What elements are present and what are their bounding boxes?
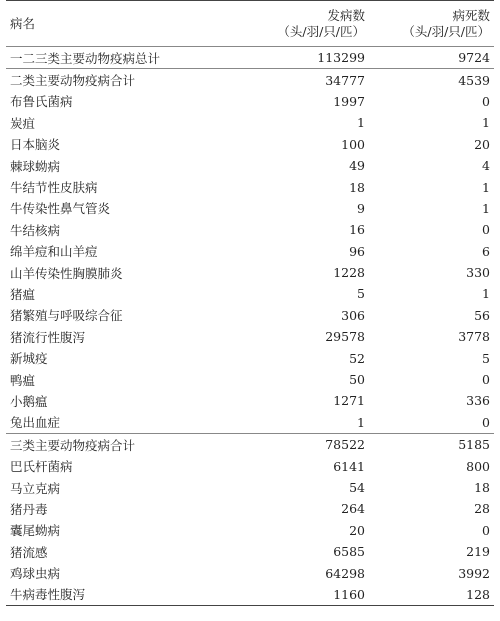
column-header-deaths [369, 1, 494, 47]
table-row [6, 455, 494, 476]
cases-cell: 1 [357, 115, 365, 131]
deaths-cell: 1 [482, 115, 490, 131]
deaths-cell: 56 [474, 307, 490, 323]
disease-name-cell: 炭疽 [10, 115, 36, 131]
deaths-cell: 4539 [369, 69, 494, 91]
deaths-cell: 0 [482, 414, 490, 430]
cases-cell: 29578 [325, 329, 365, 345]
deaths-cell: 3992 [458, 565, 490, 581]
table-row [6, 219, 494, 240]
disease-name-cell: 兔出血症 [10, 415, 61, 431]
deaths-cell: 330 [466, 265, 490, 281]
table-row [6, 198, 494, 219]
cases-cell: 20 [349, 522, 365, 538]
table-row [6, 176, 494, 197]
disease-name-cell: 牛传染性鼻气管炎 [10, 201, 111, 217]
deaths-cell: 18 [474, 480, 490, 495]
deaths-cell: 1 [482, 200, 490, 216]
disease-statistics-table [6, 0, 494, 606]
cases-cell: 54 [349, 480, 365, 495]
deaths-header-unit: （头/羽/只/匹） [402, 24, 490, 39]
disease-name-cell: 猪流行性腹泻 [10, 329, 86, 345]
cases-cell: 6585 [333, 544, 365, 560]
deaths-cell: 0 [482, 522, 490, 538]
total-row [6, 47, 494, 69]
deaths-cell: 5 [482, 350, 490, 366]
disease-name-cell: 棘球蚴病 [10, 158, 61, 174]
cases-cell: 52 [349, 350, 365, 366]
disease-name-cell: 猪流感 [10, 544, 48, 560]
deaths-cell: 1 [482, 179, 490, 195]
disease-name-cell: 牛结节性皮肤病 [10, 180, 98, 196]
disease-name-cell: 鸭瘟 [10, 372, 36, 388]
disease-name-cell: 鸡球虫病 [10, 566, 61, 582]
deaths-cell: 6 [482, 243, 490, 259]
disease-name-cell: 小鹅瘟 [10, 393, 48, 409]
table-row [6, 498, 494, 519]
table-row [6, 262, 494, 283]
deaths-cell: 4 [482, 158, 490, 174]
cases-cell: 78522 [239, 434, 369, 456]
disease-name-cell: 猪繁殖与呼吸综合征 [10, 308, 123, 324]
disease-name-cell: 猪丹毒 [10, 501, 48, 517]
cases-cell: 9 [357, 200, 365, 216]
cases-cell: 5 [357, 286, 365, 302]
table-row [6, 477, 494, 498]
table-row [6, 91, 494, 112]
table-row [6, 326, 494, 347]
deaths-cell: 20 [474, 136, 490, 152]
table-row [6, 562, 494, 583]
disease-name-cell: 巴氏杆菌病 [10, 459, 73, 475]
header-row [6, 1, 494, 47]
table-row [6, 347, 494, 368]
cases-cell: 113299 [239, 47, 369, 69]
disease-name-cell: 二类主要动物疫病合计 [6, 69, 239, 91]
cases-cell: 34777 [239, 69, 369, 91]
deaths-cell: 128 [369, 584, 494, 606]
cases-cell: 50 [349, 372, 365, 388]
column-header-disease-name: 病名 [6, 1, 239, 47]
deaths-cell: 0 [482, 222, 490, 238]
table-row [6, 305, 494, 326]
table-row [6, 112, 494, 133]
disease-name-cell: 一二三类主要动物疫病总计 [6, 47, 239, 69]
deaths-cell: 5185 [369, 434, 494, 456]
deaths-cell: 1 [482, 286, 490, 302]
table-row [6, 390, 494, 411]
cases-cell: 1271 [333, 393, 365, 409]
disease-name-cell: 马立克病 [10, 480, 61, 496]
table-row [6, 155, 494, 176]
cases-cell: 18 [349, 179, 365, 195]
cases-cell: 100 [341, 136, 365, 152]
deaths-cell: 28 [474, 501, 490, 517]
cases-header-unit: （头/羽/只/匹） [277, 24, 365, 39]
deaths-cell: 219 [466, 544, 490, 560]
disease-name-cell: 猪瘟 [10, 286, 36, 302]
cases-cell: 306 [341, 307, 365, 323]
deaths-cell: 3778 [458, 329, 490, 345]
subtotal-row [6, 69, 494, 91]
table-row [6, 369, 494, 390]
deaths-header-label: 病死数 [452, 8, 490, 23]
deaths-cell: 800 [466, 458, 490, 474]
cases-cell: 16 [349, 222, 365, 238]
disease-name-cell: 三类主要动物疫病合计 [6, 434, 239, 456]
cases-cell: 264 [341, 501, 365, 517]
cases-cell: 1228 [333, 265, 365, 281]
disease-name-cell: 新城疫 [10, 351, 48, 367]
cases-cell: 1 [357, 414, 365, 430]
table-header [6, 1, 494, 47]
subtotal-row [6, 434, 494, 456]
cases-cell: 96 [349, 243, 365, 259]
disease-name-cell: 牛病毒性腹泻 [6, 584, 239, 606]
disease-name-cell: 牛结核病 [10, 222, 61, 238]
deaths-cell: 0 [482, 93, 490, 109]
column-header-cases [239, 1, 369, 47]
disease-name-cell: 囊尾蚴病 [10, 523, 61, 539]
deaths-cell: 0 [482, 372, 490, 388]
cases-cell: 49 [349, 158, 365, 174]
cases-cell: 1160 [239, 584, 369, 606]
disease-name-cell: 绵羊痘和山羊痘 [10, 244, 98, 260]
table-row [6, 412, 494, 434]
table-row [6, 241, 494, 262]
table-row [6, 541, 494, 562]
table-body [6, 47, 494, 606]
table-row [6, 134, 494, 155]
table-row [6, 283, 494, 304]
disease-name-cell: 布鲁氏菌病 [10, 94, 73, 110]
cases-header-label: 发病数 [327, 8, 365, 23]
deaths-cell: 9724 [369, 47, 494, 69]
cases-cell: 1997 [333, 93, 365, 109]
table-row [6, 584, 494, 606]
table-row [6, 520, 494, 541]
deaths-cell: 336 [466, 393, 490, 409]
cases-cell: 6141 [333, 458, 365, 474]
disease-name-cell: 日本脑炎 [10, 137, 61, 153]
disease-name-cell: 山羊传染性胸膜肺炎 [10, 265, 123, 281]
cases-cell: 64298 [325, 565, 365, 581]
